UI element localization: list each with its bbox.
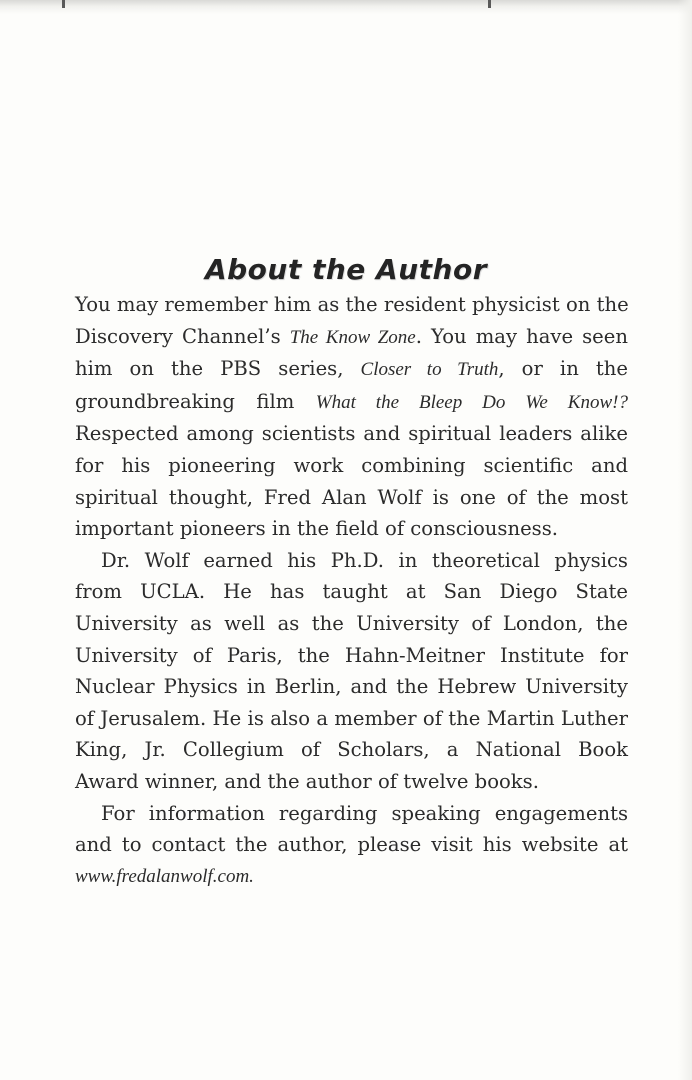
text-line: Dr. Wolf earned his Ph.D. in theoretical physics [101, 548, 628, 572]
show-title-closer-to-truth: Closer to Truth [360, 359, 499, 381]
text-span: , or in the [498, 357, 628, 381]
bio-paragraph-1 [75, 289, 628, 545]
text-line [75, 386, 628, 419]
text-span: groundbreaking film [75, 389, 316, 413]
text-line: University as well as the University of London, the [75, 611, 628, 635]
bio-paragraph-3 [75, 798, 628, 893]
show-title-know-zone: The Know Zone [289, 326, 416, 348]
text-line [75, 321, 628, 354]
text-line: For information regarding speaking engagements [101, 801, 628, 825]
author-website-link: www.fredalanwolf.com. [75, 865, 254, 887]
page-right-edge [678, 0, 692, 1080]
page-title: About the Author [204, 252, 488, 286]
text-line: of Jerusalem. He is also a member of the Martin Luther [75, 706, 628, 730]
film-title-what-the-bleep: What the Bleep Do We Know!? [315, 391, 628, 413]
text-span: . You may have seen [415, 324, 628, 348]
text-line [75, 353, 628, 386]
text-line: important pioneers in the field of consciousness. [75, 517, 559, 541]
page-top-edge [0, 0, 692, 14]
text-span: him on the PBS series, [75, 357, 361, 381]
text-line: for his pioneering work combining scientific and [75, 453, 628, 477]
text-line: and to contact the author, please visit his website at [75, 833, 628, 857]
edge-mark [62, 0, 65, 8]
text-line: King, Jr. Collegium of Scholars, a National Book [75, 738, 628, 762]
text-line: Nuclear Physics in Berlin, and the Hebrew University [75, 675, 628, 699]
text-line: Respected among scientists and spiritual leaders alike [75, 422, 628, 446]
edge-mark [488, 0, 491, 8]
author-bio [75, 289, 628, 892]
text-line: University of Paris, the Hahn-Meitner Institute for [75, 643, 628, 667]
text-line: Award winner, and the author of twelve books. [75, 769, 539, 793]
text-line: from UCLA. He has taught at San Diego State [75, 580, 628, 604]
text-span: Discovery Channel’s [75, 324, 290, 348]
text-line: You may remember him as the resident physicist on the [75, 293, 629, 316]
bio-paragraph-2 [75, 545, 628, 798]
text-line: spiritual thought, Fred Alan Wolf is one of the most [75, 485, 628, 509]
